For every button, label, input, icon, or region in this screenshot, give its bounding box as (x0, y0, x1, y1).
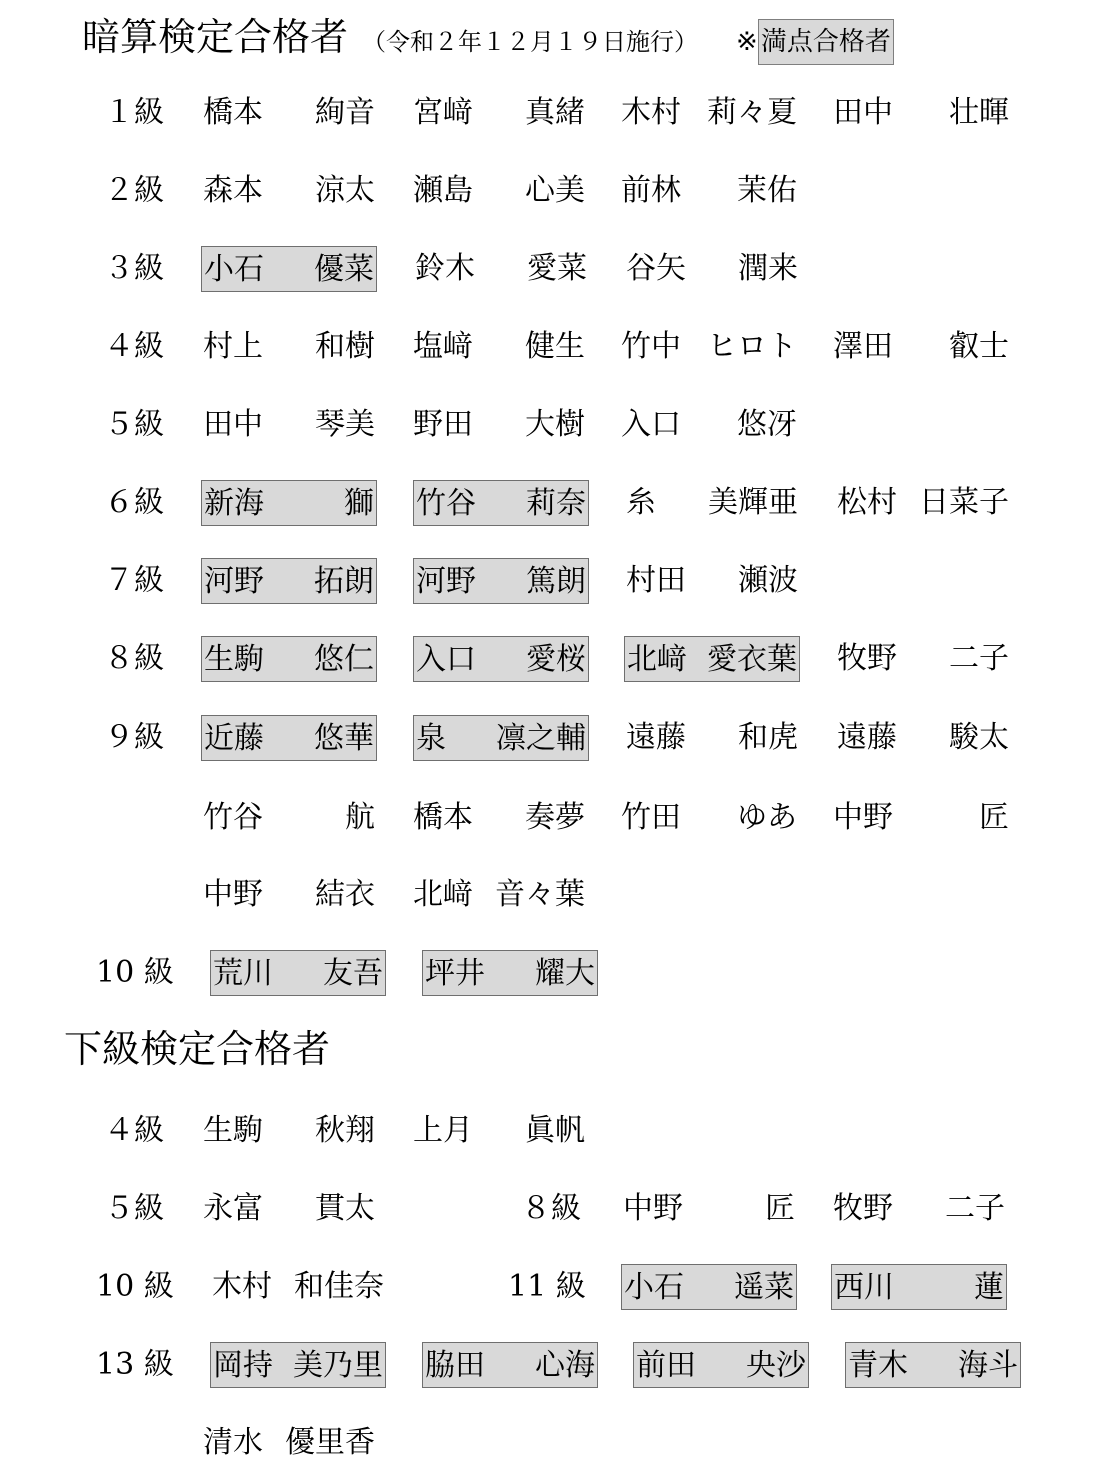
grade-label: 10 級 (96, 955, 174, 990)
passer-name (411, 324, 587, 370)
passer-name-full-score (210, 950, 386, 996)
family-name: 宮﨑 (413, 95, 473, 130)
grade-row (0, 90, 1107, 140)
passer-name (835, 715, 1011, 761)
grade-label: ５級 (104, 407, 164, 442)
passer-name (835, 480, 1011, 526)
family-name: 北﨑 (413, 877, 473, 912)
given-name: 莉奈 (526, 486, 586, 521)
grade-label: 11 級 (508, 1269, 586, 1304)
passer-name (201, 1420, 377, 1466)
family-name: 中野 (833, 800, 893, 835)
family-name: 生駒 (203, 1113, 263, 1148)
given-name: 和樹 (315, 329, 375, 364)
grade-label: ４級 (104, 329, 164, 364)
family-name: 田中 (203, 407, 263, 442)
passer-name (619, 324, 799, 370)
passer-name-full-score (201, 715, 377, 761)
family-name: 竹田 (621, 800, 681, 835)
given-name: 健生 (525, 329, 585, 364)
passer-name-full-score (624, 636, 800, 682)
passer-name (201, 795, 377, 841)
given-name: 央沙 (746, 1348, 806, 1383)
family-name: 永富 (203, 1191, 263, 1226)
passer-name-full-score (201, 246, 377, 292)
passer-name-full-score (831, 1264, 1007, 1310)
family-name: 牧野 (833, 1191, 893, 1226)
given-name: 和虎 (738, 720, 798, 755)
grade-row (0, 1186, 1107, 1236)
given-name: 秋翔 (315, 1113, 375, 1148)
passer-name (619, 402, 799, 448)
grade-label: １級 (104, 95, 164, 130)
passer-name (624, 558, 800, 604)
family-name: 脇田 (425, 1348, 485, 1383)
family-name: 木村 (621, 95, 681, 130)
family-name: 瀬島 (413, 173, 473, 208)
passer-name (411, 795, 587, 841)
family-name: 竹中 (621, 329, 681, 364)
title-main: 暗算検定合格者 (82, 15, 349, 59)
passer-name (201, 1186, 377, 1232)
passer-name (831, 1186, 1007, 1232)
family-name: 泉 (416, 721, 446, 756)
given-name: 愛桜 (526, 642, 586, 677)
given-name: 愛菜 (527, 251, 587, 286)
family-name: 木村 (212, 1269, 272, 1304)
legend-marked-text: 満点合格者 (758, 19, 894, 65)
passer-name (619, 168, 799, 214)
given-name: 心海 (535, 1348, 595, 1383)
grade-row (0, 950, 1107, 1000)
given-name: 耀大 (535, 956, 595, 991)
passer-name (619, 795, 799, 841)
grade-row (0, 636, 1107, 686)
family-name: 村田 (626, 563, 686, 598)
grade-label: 10 級 (96, 1269, 174, 1304)
given-name: 獅 (344, 486, 374, 521)
given-name: 瀬波 (738, 563, 798, 598)
grade-row (0, 558, 1107, 608)
passer-name (624, 246, 800, 292)
passer-name (624, 715, 800, 761)
exam-date: （令和２年１２月１９日施行） (362, 28, 699, 56)
passer-name-full-score (422, 950, 598, 996)
family-name: 竹谷 (203, 800, 263, 835)
grade-label: ６級 (104, 485, 164, 520)
family-name: 鈴木 (415, 251, 475, 286)
family-name: 谷矢 (626, 251, 686, 286)
passer-name (201, 1108, 377, 1154)
given-name: 悠仁 (314, 642, 374, 677)
grade-label: ８級 (521, 1191, 581, 1226)
grade-row (0, 1342, 1107, 1392)
given-name: 壮暉 (949, 95, 1009, 130)
passer-name-full-score (201, 480, 377, 526)
given-name: 友吾 (323, 956, 383, 991)
family-name: 小石 (624, 1270, 684, 1305)
passer-name (624, 480, 800, 526)
passer-name (411, 1108, 587, 1154)
given-name: 音々葉 (495, 877, 585, 912)
grade-row (0, 795, 1107, 845)
family-name: 野田 (413, 407, 473, 442)
grade-row (0, 872, 1107, 922)
family-name: 小石 (204, 252, 264, 287)
family-name: 松村 (837, 485, 897, 520)
family-name: 入口 (416, 642, 476, 677)
passer-name-full-score (413, 480, 589, 526)
family-name: 村上 (203, 329, 263, 364)
family-name: 西川 (834, 1270, 894, 1305)
family-name: 前林 (621, 173, 681, 208)
family-name: 橋本 (203, 95, 263, 130)
kakyu-heading: 下級検定合格者 (64, 1027, 331, 1071)
passer-name-full-score (413, 636, 589, 682)
passer-name (411, 168, 587, 214)
given-name: 眞帆 (525, 1113, 585, 1148)
given-name: 愛衣葉 (707, 642, 797, 677)
given-name: 篤朗 (526, 564, 586, 599)
grade-label: ４級 (104, 1113, 164, 1148)
passer-name-full-score (621, 1264, 797, 1310)
given-name: 二子 (945, 1191, 1005, 1226)
passer-name (831, 795, 1011, 841)
given-name: 日菜子 (919, 485, 1009, 520)
family-name: 青木 (848, 1348, 908, 1383)
passer-name (201, 168, 377, 214)
grade-label: ２級 (104, 173, 164, 208)
passer-name-full-score (413, 715, 589, 761)
family-name: 荒川 (213, 956, 273, 991)
family-name: 北﨑 (627, 642, 687, 677)
grade-row (0, 1420, 1107, 1470)
passer-name (621, 1186, 797, 1232)
given-name: 悠華 (314, 721, 374, 756)
given-name: 優菜 (314, 252, 374, 287)
family-name: 中野 (203, 877, 263, 912)
passer-name (831, 90, 1011, 136)
given-name: ヒロト (707, 329, 797, 364)
grade-row (0, 1108, 1107, 1158)
given-name: 航 (345, 800, 375, 835)
passer-name (411, 402, 587, 448)
grade-label: 13 級 (96, 1347, 174, 1382)
given-name: 匠 (765, 1191, 795, 1226)
given-name: 優里香 (285, 1425, 375, 1460)
family-name: 橋本 (413, 800, 473, 835)
legend-prefix: ※ (736, 27, 758, 57)
family-name: 牧野 (837, 641, 897, 676)
given-name: 拓朗 (314, 564, 374, 599)
grade-row (0, 715, 1107, 765)
passer-name-full-score (201, 636, 377, 682)
passer-name (831, 324, 1011, 370)
family-name: 坪井 (425, 956, 485, 991)
grade-row (0, 402, 1107, 452)
passer-name (411, 872, 587, 918)
passer-name (201, 872, 377, 918)
given-name: 貫太 (315, 1191, 375, 1226)
family-name: 遠藤 (626, 720, 686, 755)
grade-label: ９級 (104, 720, 164, 755)
grade-label: ８級 (104, 641, 164, 676)
given-name: 遥菜 (734, 1270, 794, 1305)
family-name: 河野 (204, 564, 264, 599)
given-name: 真緒 (525, 95, 585, 130)
full-score-legend (736, 27, 894, 57)
given-name: 潤来 (738, 251, 798, 286)
given-name: 蓮 (974, 1270, 1004, 1305)
grade-label: ３級 (104, 251, 164, 286)
passer-name (619, 90, 799, 136)
given-name: 凛之輔 (496, 721, 586, 756)
given-name: 美輝亜 (708, 485, 798, 520)
family-name: 新海 (204, 486, 264, 521)
given-name: 大樹 (525, 407, 585, 442)
family-name: 田中 (833, 95, 893, 130)
given-name: 美乃里 (293, 1348, 383, 1383)
page-title (82, 12, 894, 67)
passer-name-full-score (422, 1342, 598, 1388)
given-name: 匠 (979, 800, 1009, 835)
grade-label: ７級 (104, 563, 164, 598)
passer-name-full-score (845, 1342, 1021, 1388)
passer-name (835, 636, 1011, 682)
grade-row (0, 1264, 1107, 1314)
given-name: ゆあ (737, 800, 797, 835)
passer-name (201, 402, 377, 448)
passer-name (413, 246, 589, 292)
family-name: 澤田 (833, 329, 893, 364)
given-name: 和佳奈 (294, 1269, 384, 1304)
given-name: 涼太 (315, 173, 375, 208)
grade-row (0, 168, 1107, 218)
family-name: 近藤 (204, 721, 264, 756)
family-name: 河野 (416, 564, 476, 599)
grade-row (0, 480, 1107, 530)
passer-name-full-score (413, 558, 589, 604)
family-name: 糸 (626, 485, 656, 520)
passer-name (411, 90, 587, 136)
given-name: 茉佑 (737, 173, 797, 208)
family-name: 生駒 (204, 642, 264, 677)
grade-row (0, 324, 1107, 374)
given-name: 駿太 (949, 720, 1009, 755)
family-name: 上月 (413, 1113, 473, 1148)
family-name: 遠藤 (837, 720, 897, 755)
family-name: 清水 (203, 1425, 263, 1460)
passer-name-full-score (210, 1342, 386, 1388)
grade-row (0, 246, 1107, 296)
given-name: 絢音 (315, 95, 375, 130)
family-name: 竹谷 (416, 486, 476, 521)
family-name: 中野 (623, 1191, 683, 1226)
given-name: 結衣 (315, 877, 375, 912)
family-name: 岡持 (213, 1348, 273, 1383)
given-name: 海斗 (958, 1348, 1018, 1383)
grade-label: ５級 (104, 1191, 164, 1226)
family-name: 前田 (636, 1348, 696, 1383)
given-name: 悠冴 (737, 407, 797, 442)
family-name: 森本 (203, 173, 263, 208)
passer-name-full-score (201, 558, 377, 604)
family-name: 塩﨑 (413, 329, 473, 364)
given-name: 叡士 (949, 329, 1009, 364)
given-name: 奏夢 (525, 800, 585, 835)
family-name: 入口 (621, 407, 681, 442)
given-name: 莉々夏 (707, 95, 797, 130)
passer-name (201, 324, 377, 370)
passer-name (201, 90, 377, 136)
given-name: 二子 (949, 641, 1009, 676)
passer-name-full-score (633, 1342, 809, 1388)
given-name: 琴美 (315, 407, 375, 442)
given-name: 心美 (525, 173, 585, 208)
passer-name (210, 1264, 386, 1310)
